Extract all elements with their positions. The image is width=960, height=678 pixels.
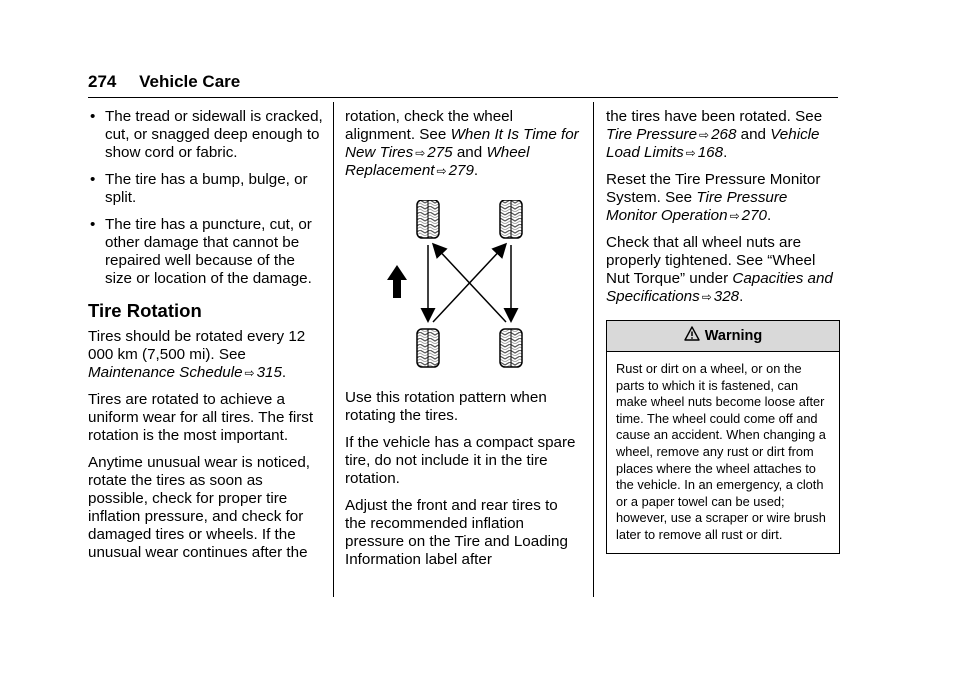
- paragraph: Use this rotation pattern when rotating the tires.: [345, 389, 547, 424]
- list-item: • The tread or sidewall is cracked, cut, or snagged deep enough to show cord or fabric.: [90, 108, 323, 161]
- warning-icon: [684, 326, 700, 346]
- column-left: [88, 108, 323, 571]
- warning-title: Warning: [704, 328, 763, 344]
- page-ref-icon: ⇨: [685, 146, 696, 160]
- page-ref[interactable]: 279: [448, 162, 474, 179]
- list-item: • The tire has a bump, bulge, or split.: [90, 171, 308, 206]
- page-ref-icon: ⇨: [699, 128, 710, 142]
- column-middle: [345, 108, 580, 578]
- page-ref-icon: ⇨: [244, 366, 255, 380]
- page-ref[interactable]: 328: [713, 288, 740, 305]
- paragraph: the tires have been rotated. See Tire Pressure ⇨ 268 and Vehicle Load Limits ⇨ 168.: [606, 108, 823, 161]
- warning-header: [607, 321, 839, 352]
- cross-reference-link[interactable]: Tire Pressure: [606, 126, 698, 143]
- page-ref[interactable]: 268: [711, 126, 737, 143]
- paragraph: Adjust the front and rear tires to the recommended inflation pressure on the Tire and Loading Information label after: [345, 497, 568, 568]
- list-item: • The tire has a puncture, cut, or other damage that cannot be repaired well because of the size or location of the damage.: [90, 216, 312, 287]
- cross-reference-link[interactable]: When It Is Time for New Tires: [345, 126, 579, 161]
- front-arrow-icon: [387, 265, 407, 298]
- section-heading: Tire Rotation: [88, 300, 202, 321]
- column-divider: [333, 102, 334, 597]
- page-ref[interactable]: 168: [697, 144, 724, 161]
- section-title: Vehicle Care: [139, 72, 241, 91]
- tire-rotation-diagram: [345, 200, 580, 375]
- page-ref[interactable]: 270: [741, 207, 767, 224]
- tire-front-right-icon: [500, 200, 522, 238]
- paragraph: If the vehicle has a compact spare tire, do not include it in the tire rotation.: [345, 434, 576, 487]
- paragraph: Anytime unusual wear is noticed, rotate the tires as soon as possible, check for proper tire inflation pressure, and check for damaged tires or wheels. If the unusual wear continues after the: [88, 454, 311, 561]
- tire-rear-right-icon: [500, 329, 522, 367]
- page-ref-icon: ⇨: [729, 209, 740, 223]
- cross-reference-link[interactable]: Capacities and Specifications: [606, 270, 833, 305]
- page-header: [88, 72, 240, 92]
- page-ref-icon: ⇨: [701, 290, 712, 304]
- column-divider: [593, 102, 594, 597]
- page-number: 274: [88, 72, 117, 91]
- paragraph: Reset the Tire Pressure Monitor System. See Tire Pressure Monitor Operation ⇨ 270.: [606, 171, 821, 224]
- page-ref-icon: ⇨: [436, 164, 447, 178]
- page-ref[interactable]: 315: [256, 364, 282, 381]
- paragraph: rotation, check the wheel alignment. See When It Is Time for New Tires ⇨ 275 and Wheel Replacement ⇨ 279.: [345, 108, 579, 179]
- paragraph: Tires should be rotated every 12 000 km (7,500 mi). See Maintenance Schedule ⇨ 315.: [88, 328, 306, 381]
- cross-reference-link[interactable]: Maintenance Schedule: [88, 364, 243, 381]
- tire-front-left-icon: [417, 200, 439, 238]
- tire-rear-left-icon: [417, 329, 439, 367]
- warning-text: Rust or dirt on a wheel, or on the parts to which it is fastened, can make wheel nuts become loose after time. The wheel could come off and cause an accident. When changing a wheel, remove any rust or dirt from places where the wheel attaches to the vehicle. In an emergency, a cloth or a paper towel can be used; however, use a scraper or wire brush later to remove all rust or dirt.: [616, 361, 826, 542]
- cross-reference-link[interactable]: Wheel Replacement: [345, 144, 530, 179]
- paragraph: Tires are rotated to achieve a uniform wear for all tires. The first rotation is the most important.: [88, 391, 314, 444]
- cross-reference-link[interactable]: Vehicle Load Limits: [606, 126, 820, 161]
- page-ref[interactable]: 275: [427, 144, 453, 161]
- warning-box: [606, 320, 840, 554]
- tire-rotation-svg: [345, 200, 580, 375]
- page-ref-icon: ⇨: [415, 146, 426, 160]
- cross-reference-link[interactable]: Tire Pressure Monitor Operation: [606, 189, 788, 224]
- column-right: [606, 108, 842, 554]
- paragraph: Check that all wheel nuts are properly tightened. See “Wheel Nut Torque” under Capacities and Specifications ⇨ 328.: [606, 234, 833, 305]
- header-rule: [88, 97, 838, 98]
